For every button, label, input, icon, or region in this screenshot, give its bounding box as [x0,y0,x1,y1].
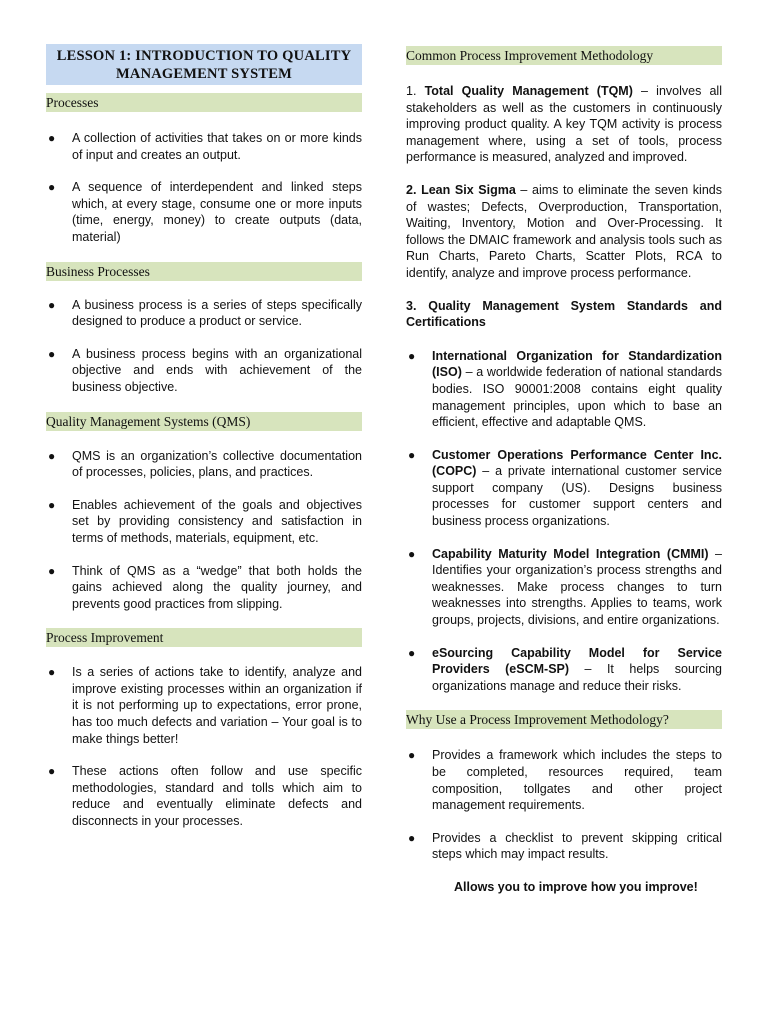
bullet-icon: ● [48,497,56,512]
list-item: ● Is a series of actions take to identify, analyze and improve existing processes within an organization if it is not performing up to expectations, error prone, has too much defects and variation – Your goal is to make things better! [48,665,362,746]
bullet-icon: ● [48,297,56,312]
tqm-paragraph: 1. Total Quality Management (TQM) – involves all stakeholders as well as the customers in continuously improving product quality. A key TQM activity is process management where, using a set of tools, process performance is measured, analyzed and improved. [406,84,722,165]
standards-list [406,348,722,695]
bullet-icon: ● [48,180,56,195]
right-column [406,44,722,896]
qms-list [46,448,362,613]
list-item: ● Enables achievement of the goals and objectives set by providing consistency and satisfaction in terms of methods, materials, equipment, etc. [48,497,362,545]
bullet-icon: ● [408,748,416,763]
list-item: ● A collection of activities that takes on or more kinds of input and creates an output. [48,131,362,162]
business-list [46,297,362,396]
improvement-list [46,664,362,829]
list-item: ● Provides a checklist to prevent skipping critical steps which may impact results. [408,830,722,862]
standards-title: 3. Quality Management System Standards and Certifications [406,298,722,330]
bullet-icon: ● [48,131,56,145]
bullet-icon: ● [48,346,56,361]
list-item: ● A business process is a series of steps specifically designed to produce a product or service. [48,297,362,329]
list-item: ● A sequence of interdependent and linked steps which, at every stage, consume one or more inputs (time, energy, money) to create outputs (data, material) [48,180,362,244]
bullet-icon: ● [48,563,56,578]
lean-paragraph: 2. Lean Six Sigma – aims to eliminate the seven kinds of wastes; Defects, Overproduction, Transportation, Waiting, Inventory, Motion and Over-Processing. It follows the DMAIC framework and analysis tools such as Run Charts, Pareto Charts, Scatter Plots, RCA to identify, analyze and improve process performance. [406,182,722,280]
bullet-icon: ● [408,830,416,845]
lean-term: 2. Lean Six Sigma [406,182,516,197]
list-item: ● These actions often follow and use specific methodologies, standard and tolls which aim to reduce and eventually eliminate defects and disconnects in your processes. [48,764,362,829]
list-item: ● A business process begins with an organizational objective and ends with achievement of the business objective. [48,346,362,394]
list-item: ● eSourcing Capability Model for Service Providers (eSCM-SP) – It helps sourcing organizations manage and reduce their risks. [408,645,723,693]
list-item: ● Capability Maturity Model Integration (CMMI) – Identifies your organization’s process strengths and weaknesses. Make process changes to turn weaknesses into strengths. Applies to teams, work groups, projects, divisions, and entire organizations. [408,546,722,628]
bullet-icon: ● [408,447,416,462]
list-item: ● International Organization for Standardization (ISO) – a worldwide federation of national standards bodies. ISO 90001:2008 contains eight quality management principles, upon which to base an efficient, effective and adaptable QMS. [408,348,722,430]
heading-common-methodology: Common Process Improvement Methodology [406,46,722,65]
closing-statement: Allows you to improve how you improve! [454,879,698,894]
bullet-icon: ● [408,645,416,660]
heading-processes: Processes [46,93,362,112]
bullet-icon: ● [408,348,416,363]
bullet-icon: ● [48,665,56,680]
bullet-icon: ● [48,764,56,779]
heading-process-improvement: Process Improvement [46,628,362,647]
list-item: ● Customer Operations Performance Center Inc. (COPC) – a private international customer service support company (US). Designs business processes for customer support centers and business process organizations. [408,447,722,529]
bullet-icon: ● [48,448,56,463]
why-list [406,747,722,863]
tqm-term: Total Quality Management (TQM) [424,84,633,98]
processes-list [46,130,362,246]
list-item: ● Provides a framework which includes the steps to be completed, resources required, team composition, tollgates and other project management requirements. [408,748,722,813]
left-column [46,44,362,830]
lesson-title: LESSON 1: INTRODUCTION TO QUALITY MANAGEMENT SYSTEM [46,44,362,85]
list-item: ● Think of QMS as a “wedge” that both holds the gains achieved along the quality journey, and prevents good practices from slipping. [48,563,362,611]
list-item: ● QMS is an organization’s collective documentation of processes, policies, plans, and practices. [48,448,362,480]
heading-qms: Quality Management Systems (QMS) [46,412,362,431]
heading-why-use: Why Use a Process Improvement Methodology? [406,710,722,729]
bullet-icon: ● [408,546,416,561]
heading-business-processes: Business Processes [46,262,362,281]
